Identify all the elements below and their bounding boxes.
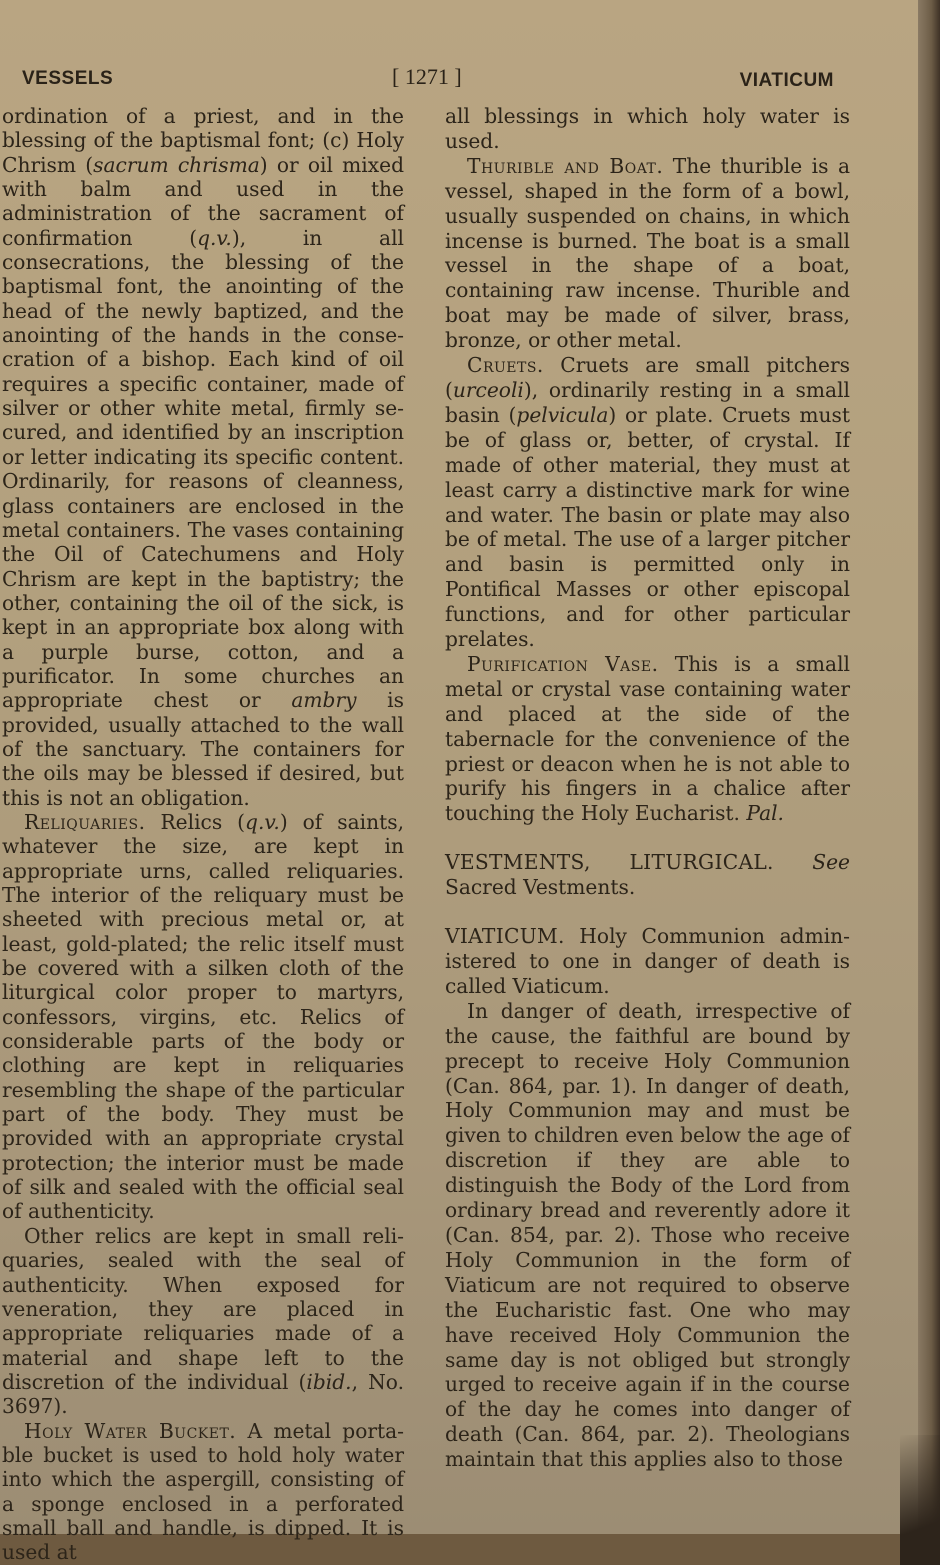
holy-water-bucket-entry: Holy Water Bucket. A metal portable bucket is used to hold holy water into which the aspergill, consisting of a sponge enclosed in a perforated small ball and handle, is dipped. It is used at	[2, 1418, 404, 1565]
running-head-left: VESSELS	[22, 68, 114, 89]
page-edge	[918, 0, 940, 1534]
purification-vase-entry: Purification Vase. This is a small metal or crystal vase containing water and placed at the side of the tabernacle for the convenience of the priest or deacon when he is not able to purify his fingers in a chalice after touching the Holy Eucharist. Pal.	[445, 651, 850, 826]
reliquaries-entry: Reliquaries. Relics (q.v.) of saints, whatever the size, are kept in appropriate urns, called reliquaries. The interior of the reliquary must be sheeted with precious metal or, at least, gold-plated; the relic itself must be covered with a silken cloth of the liturgical color proper to martyrs, confessors, virgins, etc. Relics of considerable parts of the body or clothing are kept in reliquaries resembling the shape of the particular part of the body. They must be provided with an appropriate crystal protection; the interior must be made of silk and sealed with the official seal of authenticity.	[2, 809, 404, 1224]
entry-gap	[445, 826, 850, 850]
cruets-entry: Cruets. Cruets are small pitchers (urceoli), ordinarily resting in a small basin (pelvicula) or plate. Cruets must be of glass or, better, of crystal. If made of other material, they must at least carry a distinctive mark for wine and water. The basin or plate may also be of metal. The use of a larger pitcher and basin is permitted only in Pontifical Masses or other episcopal functions, and for other particular prelates.	[445, 353, 851, 652]
reliquaries-heading: Reliquaries.	[24, 809, 146, 834]
oils-paragraph: ordination of a priest, and in the blessing of the baptismal font; (c) Holy Chrism (sacrum chrisma) or oil mixed with balm and used in the administration of the sacrament of confirmation (q.v.), in all consecrations, the blessing of the baptismal font, the anointing of the head of the newly baptized, and the anointing of the hands in the consecration of a bishop. Each kind of oil requires a specific container, made of silver or other white metal, firmly secured, and identified by an inscription or letter indicating its specific content. Ordinarily, for reasons of cleanness, glass containers are enclosed in the metal containers. The vases containing the Oil of Catechumens and Holy Chrism are kept in the baptistry; the other, containing the oil of the sick, is kept in an appropriate box along with a purple burse, cotton, and a purificator. In some churches an appropriate chest or ambry is provided, usually attached to the wall of the sanctuary. The containers for the oils may be blessed if desired, but this is not an obligation.	[2, 104, 405, 810]
running-head	[22, 64, 834, 98]
vestments-entry: VESTMENTS, LITURGICAL. See Sacred Vestments.	[445, 850, 851, 900]
right-column	[445, 104, 850, 1472]
holy-water-continuation: all blessings in which holy water is used.	[445, 104, 850, 153]
viaticum-entry: VIATICUM. Holy Communion administered to one in danger of death is called Viaticum.	[445, 924, 850, 998]
thurible-entry: Thurible and Boat. The thurible is a vessel, shaped in the form of a bowl, usually suspended on chains, in which incense is burned. The boat is a small vessel in the shape of a boat, containing raw incense. Thurible and boat may be made of silver, brass, bronze, or other metal.	[445, 153, 850, 353]
entry-gap	[445, 900, 850, 924]
left-column	[2, 104, 404, 1565]
vestments-heading: VESTMENTS, LITURGICAL.	[445, 850, 774, 875]
other-relics-paragraph: Other relics are kept in small reliquaries, sealed with the seal of authenticity. When exposed for veneration, they are placed in appropriate reliquaries made of a material and shape left to the discretion of the individual (ibid., No. 3697).	[2, 1223, 404, 1419]
purification-vase-heading: Purification Vase.	[467, 651, 659, 676]
holy-water-bucket-heading: Holy Water Bucket.	[24, 1418, 237, 1443]
thurible-heading: Thurible and Boat.	[467, 153, 664, 178]
page-number: [ 1271 ]	[392, 64, 462, 89]
viaticum-heading: VIATICUM.	[445, 924, 565, 949]
cruets-heading: Cruets.	[467, 353, 544, 378]
author-signature: Pal.	[746, 801, 784, 826]
viaticum-paragraph: In danger of death, irrespective of the cause, the faithful are bound by precept to receive Holy Communion (Can. 864, par. 1). In danger of death, Holy Communion may and must be given to children even below the age of discretion if they are able to distinguish the Body of the Lord from ordinary bread and reverently adore it (Can. 854, par. 2). Those who receive Holy Communion in the form of Viaticum are not required to observe the Eucharistic fast. One who may have received Holy Communion the same day is not obliged but strongly urged to receive again if in the course of the day he comes into danger of death (Can. 864, par. 2). Theologians maintain that this applies also to those	[445, 998, 850, 1472]
running-head-right: VIATICUM	[739, 70, 834, 91]
page-corner-shadow	[900, 1435, 940, 1565]
